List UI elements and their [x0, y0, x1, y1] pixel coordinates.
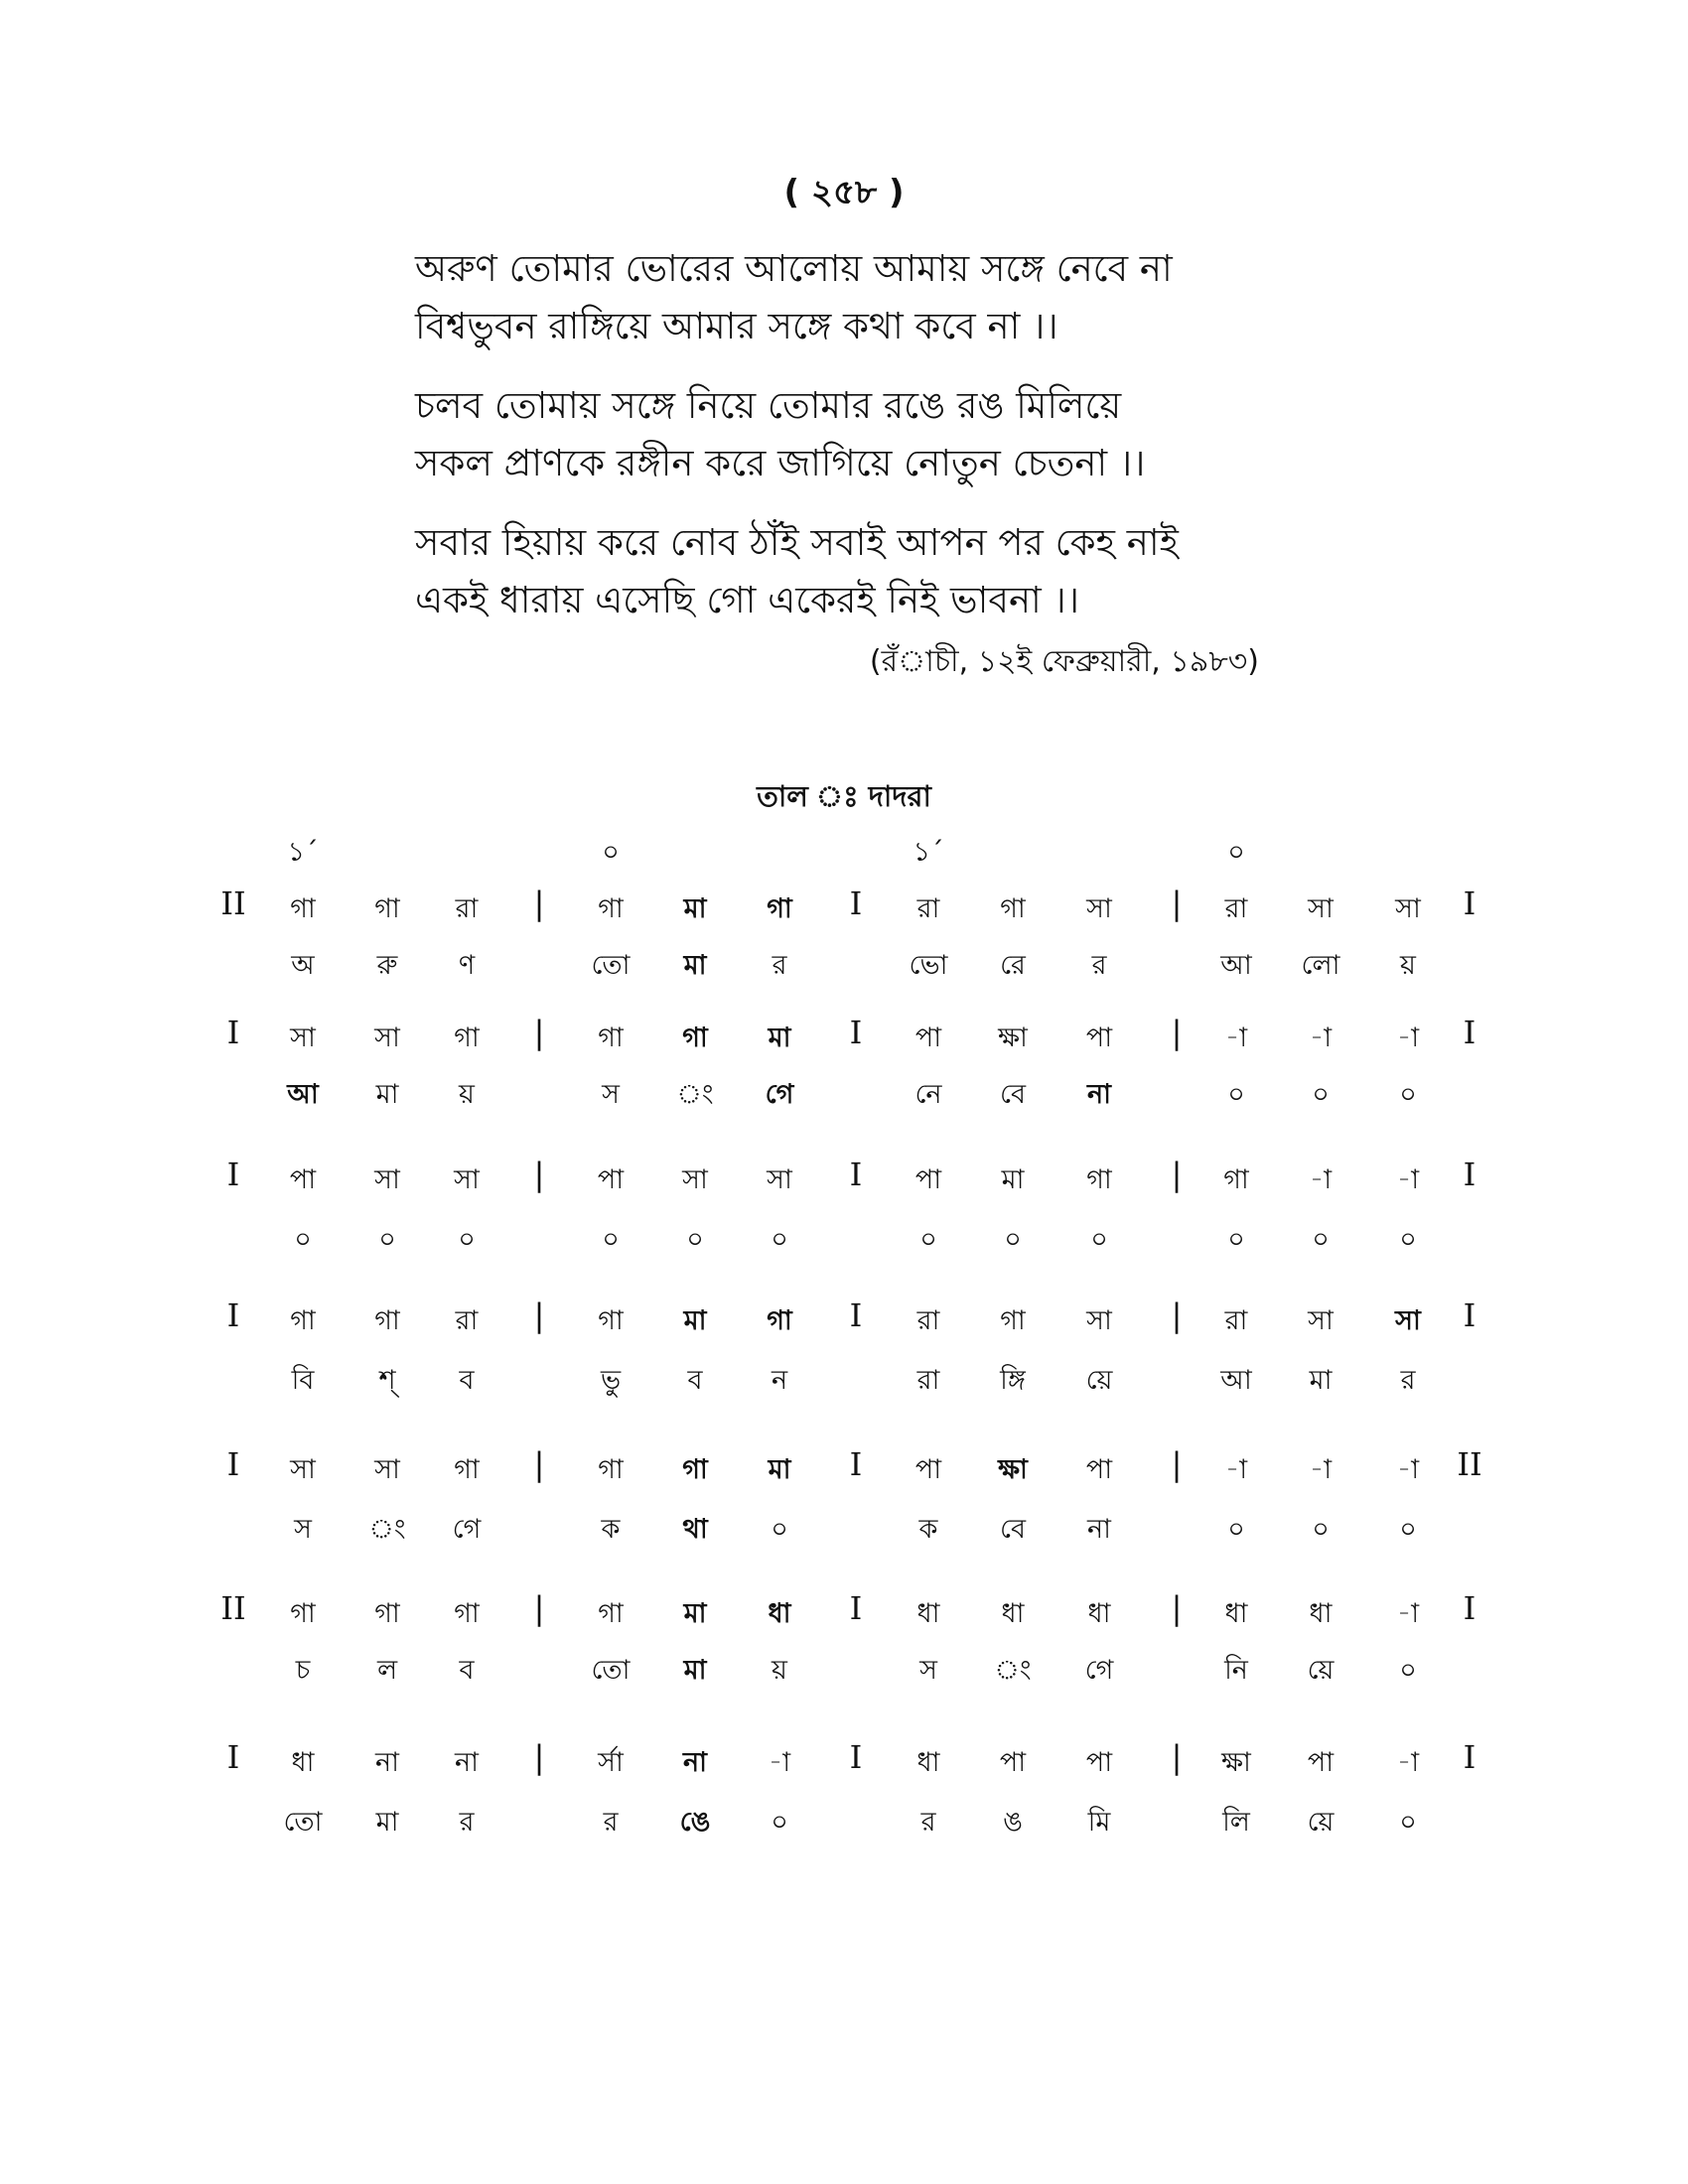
syllable-cell: ০ — [1399, 1655, 1417, 1686]
note-cell: গা — [1000, 1305, 1026, 1336]
syllable-cell: বে — [1000, 1079, 1026, 1110]
bar-line: | — [533, 1589, 545, 1627]
note-cell: -া — [1396, 1164, 1420, 1195]
note-cell: ক্ষা — [998, 1023, 1028, 1053]
note-cell: মা — [1001, 1164, 1025, 1195]
note-cell: গা — [767, 1305, 792, 1336]
row-start-marker: I — [226, 1297, 240, 1334]
syllable-cell: ০ — [1399, 1514, 1417, 1545]
syllable-cell: মি — [1087, 1807, 1111, 1838]
syllable-cell: ০ — [1004, 1224, 1022, 1255]
bar-line: | — [1171, 1297, 1183, 1334]
beat-mark: ১´ — [287, 837, 319, 868]
note-cell: রা — [455, 1305, 479, 1336]
beat-marker: I — [849, 1297, 863, 1334]
note-cell: পা — [1085, 1454, 1113, 1485]
row-end-marker: I — [1463, 1156, 1477, 1193]
syllable-cell: মা — [375, 1079, 399, 1110]
note-cell: -া — [1224, 1023, 1248, 1053]
note-cell: -া — [1396, 1454, 1420, 1485]
note-cell: না — [683, 1747, 707, 1778]
lyric-line: সবার হিয়ায় করে নোব ঠাঁই সবাই আপন পর কেহ নাই — [415, 521, 1179, 564]
note-cell: গা — [682, 1454, 708, 1485]
note-cell: গা — [374, 1598, 400, 1629]
bar-line: | — [533, 885, 545, 922]
syllable-cell: আ — [1220, 1365, 1252, 1396]
lyric-line: বিশ্বভুবন রাঙ্গিয়ে আমার সঙ্গে কথা কবে না ।। — [415, 305, 1058, 347]
syllable-cell: ক — [601, 1514, 621, 1545]
row-start-marker: I — [226, 1156, 240, 1193]
syllable-cell: লো — [1301, 950, 1340, 981]
lyric-line: অরুণ তোমার ভোরের আলোয় আমায় সঙ্গে নেবে না — [415, 247, 1173, 290]
note-cell: গা — [1223, 1164, 1249, 1195]
row-end-marker: I — [1463, 1014, 1477, 1051]
row-start-marker: I — [226, 1738, 240, 1776]
note-cell: রা — [1224, 1305, 1248, 1336]
note-cell: সা — [767, 1164, 792, 1195]
beat-marker: I — [849, 1014, 863, 1051]
syllable-cell: র — [459, 1807, 475, 1838]
note-cell: গা — [374, 1305, 400, 1336]
syllable-cell: ব — [459, 1655, 475, 1686]
note-cell: গা — [290, 893, 316, 924]
syllable-cell: চ — [295, 1655, 311, 1686]
note-cell: -া — [1396, 1023, 1420, 1053]
syllable-cell: ব — [687, 1365, 703, 1396]
note-cell: গা — [454, 1454, 480, 1485]
bar-line: | — [1171, 1738, 1183, 1776]
syllable-cell: গে — [765, 1079, 794, 1110]
row-start-marker: I — [226, 1014, 240, 1051]
note-cell: সা — [374, 1164, 400, 1195]
syllable-cell: ক — [918, 1514, 938, 1545]
note-cell: সা — [454, 1164, 480, 1195]
bar-line: | — [1171, 1156, 1183, 1193]
syllable-cell: ০ — [771, 1807, 788, 1838]
note-cell: রা — [1224, 893, 1248, 924]
lyric-line: সকল প্রাণকে রঙ্গীন করে জাগিয়ে নোতুন চেতনা ।। — [415, 442, 1146, 484]
syllable-cell: র — [603, 1807, 619, 1838]
syllable-cell: ০ — [1090, 1224, 1108, 1255]
syllable-cell: ন — [771, 1365, 788, 1396]
syllable-cell: নে — [914, 1079, 942, 1110]
syllable-cell: ং — [368, 1514, 406, 1545]
lyric-line: চলব তোমায় সঙ্গে নিয়ে তোমার রঙে রঙ মিলিয়ে — [415, 384, 1122, 427]
note-cell: পা — [1085, 1747, 1113, 1778]
note-cell: ক্ষা — [1221, 1747, 1251, 1778]
syllable-cell: থা — [682, 1514, 708, 1545]
note-cell: পা — [999, 1747, 1027, 1778]
note-cell: গা — [598, 1023, 624, 1053]
bar-line: | — [1171, 1445, 1183, 1483]
note-cell: গা — [598, 893, 624, 924]
note-cell: গা — [290, 1305, 316, 1336]
note-cell: মা — [768, 1454, 791, 1485]
note-cell: -া — [1396, 1598, 1420, 1629]
note-cell: -া — [1224, 1454, 1248, 1485]
syllable-cell: ল — [376, 1655, 398, 1686]
note-cell: মা — [683, 1598, 707, 1629]
bar-line: | — [533, 1014, 545, 1051]
syllable-cell: ০ — [1399, 1807, 1417, 1838]
syllable-cell: ০ — [1312, 1514, 1330, 1545]
syllable-cell: ০ — [1227, 1514, 1245, 1545]
note-cell: পা — [914, 1454, 942, 1485]
row-start-marker: II — [220, 885, 246, 922]
syllable-cell: য়ে — [1307, 1655, 1335, 1686]
note-cell: মা — [683, 893, 707, 924]
note-cell: সা — [1086, 893, 1112, 924]
beat-marker: I — [849, 1589, 863, 1627]
note-cell: গা — [1000, 893, 1026, 924]
note-cell: ধা — [1087, 1598, 1111, 1629]
syllable-cell: আ — [287, 1079, 319, 1110]
note-cell: রা — [916, 1305, 940, 1336]
syllable-cell: য়ে — [1307, 1807, 1335, 1838]
syllable-cell: বে — [1000, 1514, 1026, 1545]
note-cell: গা — [767, 893, 792, 924]
note-cell: পা — [914, 1164, 942, 1195]
note-cell: ক্ষা — [998, 1454, 1028, 1485]
syllable-cell: ণ — [458, 950, 476, 981]
syllable-cell: ০ — [919, 1224, 937, 1255]
syllable-cell: নি — [1224, 1655, 1248, 1686]
syllable-cell: রা — [916, 1365, 940, 1396]
note-cell: সা — [290, 1023, 316, 1053]
syllable-cell: শ্ — [378, 1365, 396, 1396]
syllable-cell: রু — [376, 950, 398, 981]
note-cell: মা — [768, 1023, 791, 1053]
beat-marker: I — [849, 1738, 863, 1776]
syllable-cell: মা — [1309, 1365, 1333, 1396]
note-cell: -া — [1309, 1023, 1333, 1053]
note-cell: সা — [290, 1454, 316, 1485]
syllable-cell: ০ — [1227, 1079, 1245, 1110]
syllable-cell: স — [294, 1514, 312, 1545]
syllable-cell: রে — [1000, 950, 1026, 981]
syllable-cell: গে — [1084, 1655, 1114, 1686]
syllable-cell: য় — [459, 1079, 475, 1110]
note-cell: গা — [598, 1598, 624, 1629]
bar-line: | — [533, 1297, 545, 1334]
syllable-cell: ০ — [1399, 1224, 1417, 1255]
note-cell: গা — [454, 1023, 480, 1053]
syllable-cell: আ — [1220, 950, 1252, 981]
note-cell: -া — [1396, 1747, 1420, 1778]
syllable-cell: র — [1091, 950, 1107, 981]
syllable-cell: ০ — [1312, 1224, 1330, 1255]
row-end-marker: I — [1463, 885, 1477, 922]
syllable-cell: য়ে — [1085, 1365, 1113, 1396]
bar-line: | — [533, 1738, 545, 1776]
syllable-cell: ০ — [378, 1224, 396, 1255]
syllable-cell: ব — [459, 1365, 475, 1396]
syllable-cell: ০ — [1227, 1224, 1245, 1255]
bar-line: | — [1171, 1589, 1183, 1627]
note-cell: পা — [597, 1164, 625, 1195]
syllable-cell: গে — [452, 1514, 482, 1545]
note-cell: -া — [768, 1747, 791, 1778]
syllable-cell: র — [920, 1807, 936, 1838]
note-cell: সা — [682, 1164, 708, 1195]
syllable-cell: র — [1400, 1365, 1416, 1396]
syllable-cell: স — [602, 1079, 620, 1110]
syllable-cell: ভো — [909, 950, 948, 981]
note-cell: সা — [1395, 893, 1421, 924]
taal-heading: তাল ঃ দাদরা — [757, 779, 931, 813]
syllable-cell: তো — [283, 1807, 323, 1838]
syllable-cell: ০ — [686, 1224, 704, 1255]
beat-marker: I — [849, 1445, 863, 1483]
syllable-cell: না — [1087, 1514, 1111, 1545]
bar-line: | — [1171, 885, 1183, 922]
note-cell: র্সা — [598, 1747, 624, 1778]
note-cell: পা — [914, 1023, 942, 1053]
syllable-cell: ভু — [600, 1365, 622, 1396]
note-cell: ধা — [1224, 1598, 1248, 1629]
syllable-cell: বি — [291, 1365, 315, 1396]
note-cell: ধা — [1309, 1598, 1333, 1629]
note-cell: রা — [455, 893, 479, 924]
syllable-cell: ঙ — [1003, 1807, 1023, 1838]
note-cell: সা — [1308, 893, 1334, 924]
note-cell: ধা — [291, 1747, 315, 1778]
note-cell: -া — [1309, 1164, 1333, 1195]
note-cell: ধা — [768, 1598, 791, 1629]
note-cell: রা — [916, 893, 940, 924]
note-cell: সা — [374, 1454, 400, 1485]
syllable-cell: য় — [772, 1655, 787, 1686]
syllable-cell: ০ — [458, 1224, 476, 1255]
note-cell: গা — [598, 1305, 624, 1336]
syllable-cell: মা — [375, 1807, 399, 1838]
beat-mark: ০ — [602, 837, 620, 868]
syllable-cell: ০ — [294, 1224, 312, 1255]
syllable-cell: তো — [591, 950, 631, 981]
note-cell: গা — [598, 1454, 624, 1485]
note-cell: সা — [1308, 1305, 1334, 1336]
syllable-cell: র — [772, 950, 787, 981]
place-date-signature: (রঁাচী, ১২ই ফেব্রুয়ারী, ১৯৮৩) — [869, 644, 1259, 679]
lyric-line: একই ধারায় এসেছি গো একেরই নিই ভাবনা ।। — [415, 579, 1079, 621]
note-cell: গা — [454, 1598, 480, 1629]
syllable-cell: ং — [994, 1655, 1032, 1686]
note-cell: না — [455, 1747, 479, 1778]
syllable-cell: ঙে — [679, 1807, 711, 1838]
note-cell: গা — [290, 1598, 316, 1629]
bar-line: | — [1171, 1014, 1183, 1051]
note-cell: গা — [1086, 1164, 1112, 1195]
syllable-cell: মা — [683, 1655, 707, 1686]
note-cell: সা — [1395, 1305, 1421, 1336]
syllable-cell: তো — [591, 1655, 631, 1686]
syllable-cell: ং — [676, 1079, 714, 1110]
syllable-cell: অ — [291, 950, 315, 981]
syllable-cell: ০ — [1399, 1079, 1417, 1110]
beat-marker: I — [849, 1156, 863, 1193]
syllable-cell: ০ — [602, 1224, 620, 1255]
note-cell: পা — [1307, 1747, 1335, 1778]
row-end-marker: I — [1463, 1738, 1477, 1776]
note-cell: পা — [289, 1164, 317, 1195]
note-cell: না — [375, 1747, 399, 1778]
note-cell: ধা — [1001, 1598, 1025, 1629]
note-cell: পা — [1085, 1023, 1113, 1053]
note-cell: -া — [1309, 1454, 1333, 1485]
syllable-cell: ০ — [771, 1224, 788, 1255]
page-number: ( ২৫৮ ) — [783, 173, 905, 212]
bar-line: | — [533, 1445, 545, 1483]
syllable-cell: ঙ্গি — [1000, 1365, 1026, 1396]
row-end-marker: II — [1457, 1445, 1482, 1483]
syllable-cell: মা — [683, 950, 707, 981]
note-cell: মা — [683, 1305, 707, 1336]
note-cell: ধা — [916, 1598, 940, 1629]
beat-mark: ১´ — [913, 837, 944, 868]
note-cell: গা — [374, 893, 400, 924]
note-cell: সা — [1086, 1305, 1112, 1336]
row-start-marker: I — [226, 1445, 240, 1483]
note-cell: সা — [374, 1023, 400, 1053]
syllable-cell: য় — [1400, 950, 1416, 981]
note-cell: ধা — [916, 1747, 940, 1778]
beat-marker: I — [849, 885, 863, 922]
bar-line: | — [533, 1156, 545, 1193]
row-start-marker: II — [220, 1589, 246, 1627]
beat-mark: ০ — [1227, 837, 1245, 868]
note-cell: গা — [682, 1023, 708, 1053]
syllable-cell: না — [1087, 1079, 1111, 1110]
syllable-cell: ০ — [771, 1514, 788, 1545]
syllable-cell: লি — [1222, 1807, 1250, 1838]
row-end-marker: I — [1463, 1589, 1477, 1627]
syllable-cell: স — [919, 1655, 937, 1686]
row-end-marker: I — [1463, 1297, 1477, 1334]
syllable-cell: ০ — [1312, 1079, 1330, 1110]
